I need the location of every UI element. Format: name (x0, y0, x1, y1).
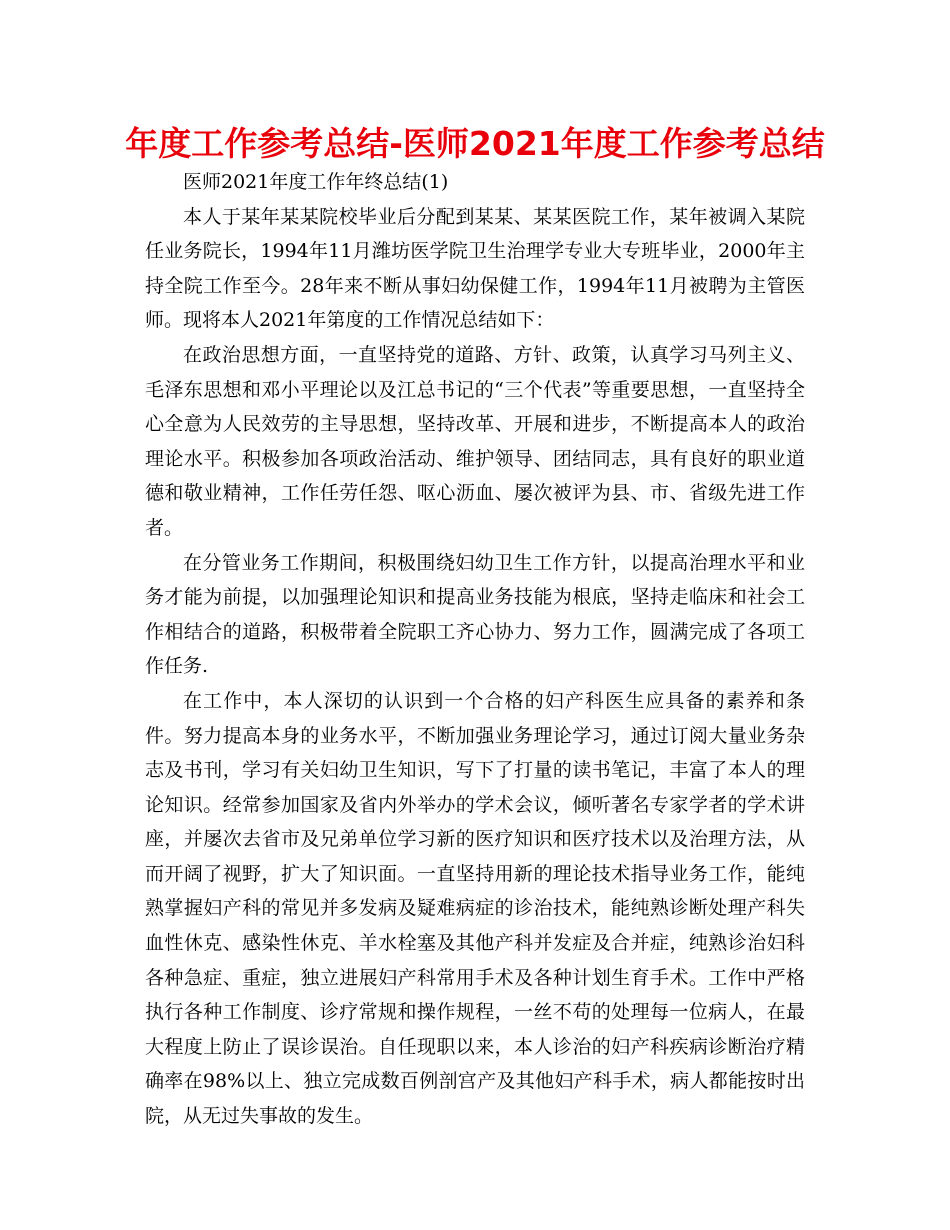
document-body (145, 165, 805, 1134)
document-title: 年度工作参考总结-医师2021年度工作参考总结 (125, 124, 825, 163)
paragraph-management: 在分管业务工作期间，积极围绕妇幼卫生工作方针，以提高治理水平和业务才能为前提，以加强理论知识和提高业务技能为根底，坚持走临床和社会工作相结合的道路，积极带着全院职工齐心协力、努力工作，圆满完成了各项工作任务. (145, 551, 805, 678)
paragraph-political: 在政治思想方面，一直坚持党的道路、方针、政策，认真学习马列主义、毛泽东思想和邓小平理论以及江总书记的“三个代表”等重要思想，一直坚持全心全意为人民效劳的主导思想，坚持改革、开展和进步，不断提高本人的政治理论水平。积极参加各项政治活动、维护领导、团结同志，具有良好的职业道德和敬业精神，工作任劳任怨、呕心沥血、屡次被评为县、市、省级先进工作者。 (145, 343, 805, 539)
document-subtitle: 医师2021年度工作年终总结(1) (183, 171, 449, 193)
paragraph-work: 在工作中，本人深切的认识到一个合格的妇产科医生应具备的素养和条件。努力提高本身的业务水平，不断加强业务理论学习，通过订阅大量业务杂志及书刊，学习有关妇幼卫生知识，写下了打量的读书笔记，丰富了本人的理论知识。经常参加国家及省内外举办的学术会议，倾听著名专家学者的学术讲座，并屡次去省市及兄弟单位学习新的医疗知识和医疗技术以及治理方法，从而开阔了视野，扩大了知识面。一直坚持用新的理论技术指导业务工作，能纯熟掌握妇产科的常见并多发病及疑难病症的诊治技术，能纯熟诊断处理产科失血性休克、感染性休克、羊水栓塞及其他产科并发症及合并症，纯熟诊治妇科各种急症、重症，独立进展妇产科常用手术及各种计划生育手术。工作中严格执行各种工作制度、诊疗常规和操作规程，一丝不苟的处理每一位病人，在最大程度上防止了误诊误治。自任现职以来，本人诊治的妇产科疾病诊断治疗精确率在98%以上、独立完成数百例剖宫产及其他妇产科手术，病人都能按时出院，从无过失事故的发生。 (145, 689, 805, 1128)
paragraph-intro: 本人于某年某某院校毕业后分配到某某、某某医院工作，某年被调入某院任业务院长，1994年11月潍坊医学院卫生治理学专业大专班毕业，2000年主持全院工作至今。28年来不断从事妇幼保健工作，1994年11月被聘为主管医师。现将本人2021年第度的工作情况总结如下： (145, 205, 805, 332)
